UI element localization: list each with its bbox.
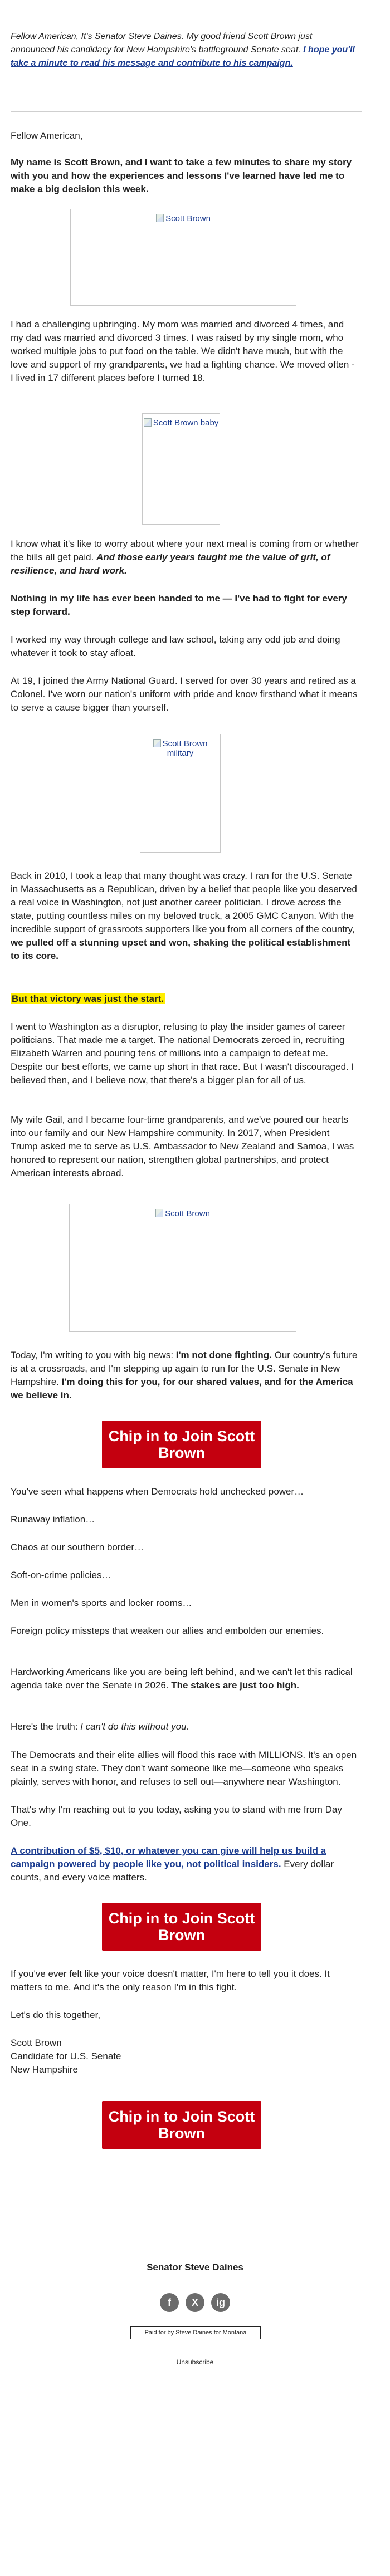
family-image [69,1204,296,1332]
paragraph-crime: Soft-on-crime policies… [11,1570,111,1580]
baby-image-alt: Scott Brown baby [153,418,219,428]
contribution-link[interactable]: A contribution of $5, $10, or whatever you can give will help us build a campaign powered by people like you, not political insiders. [11,1845,326,1869]
paragraph-reaching: That's why I'm reaching out to you today, asking you to stand with me from Day One. [11,1804,342,1828]
paragraph-truth [11,1720,359,1733]
paragraph-nothing-handed: Nothing in my life has ever been handed to me — I've had to fight for every step forward. [11,593,347,617]
hardworking-emphasis: The stakes are just too high. [171,1680,299,1691]
paragraph-contribution [11,1844,359,1884]
today-text-2: Our country's future is at a crossroads, and I'm stepping up again to run for the U.S. Senate in New Hampshire. [11,1350,358,1387]
paragraph-border: Chaos at our southern border… [11,1542,144,1553]
paragraph-washington: I went to Washington as a disruptor, refusing to play the insider games of career politicians. That made me a target. The national Democrats zeroed in, recruiting Elizabeth Warren and pouring tens of millions into a campaign to defeat me. Despite our best efforts, we came up short in that race. But I wasn't discouraged. I believed then, and I believe now, that there's a bigger plan for all of us. [11,1021,354,1085]
social-links [150,2293,240,2312]
footer-sender: Senator Steve Daines [147,2262,243,2273]
worry-text: I know what it's like to worry about where your next meal is coming from or whether the bills all get paid. [11,538,359,562]
paragraph-ever-felt: If you've ever felt like your voice doesn't matter, I'm here to tell you it does. It matters to me. And it's the only reason I'm in this fight. [11,1968,330,1992]
broken-image-icon [144,418,152,427]
paragraph-inflation: Runaway inflation… [11,1514,95,1525]
intro-text: Fellow American, It's Senator Steve Daines. My good friend Scott Brown just announced his candidacy for New Hampshire's battleground Senate seat. [11,32,313,55]
leap-emphasis: we pulled off a stunning upset and won, shaking the political establishment to its core. [11,937,351,961]
leap-text: Back in 2010, I took a leap that many thought was crazy. I ran for the U.S. Senate in Massachusetts as a Republican, driven by a belief that people like you deserved a real voice in Washington, not just another career politician. I drove across the state, putting countless miles on my beloved truck, a 2005 GMC Canyon. With the incredible support of grassroots supporters like you from all corners of the country, [11,870,357,934]
salutation: Fellow American, [11,130,83,141]
signature-state: New Hampshire [11,2064,78,2075]
x-icon[interactable]: X [186,2293,204,2312]
today-text-1: Today, I'm writing to you with big news: [11,1350,176,1360]
paragraph-worry [11,537,359,577]
military-image [140,734,221,853]
signature-title: Candidate for U.S. Senate [11,2051,121,2061]
hardworking-text: Hardworking Americans like you are being left behind, and we can't let this radical agenda take over the Senate in 2026. [11,1667,353,1691]
paragraph-lets-do: Let's do this together, [11,2010,101,2020]
baby-image [142,413,220,525]
paragraph-upbringing: I had a challenging upbringing. My mom was married and divorced 4 times, and my dad was married and divorced 3 times. I was raised by my single mom, who worked multiple jobs to put food on the table. We didn't have much, but with the love and support of my grandparents, we had a fighting chance. We moved often - I lived in 17 different places before I turned 18. [11,319,355,383]
paragraph-millions: The Democrats and their elite allies will flood this race with MILLIONS. It's an open seat in a swing state. They don't want someone like me—someone who speaks plainly, serves with honor, and refuses to sell out—anywhere near Washington. [11,1750,357,1787]
broken-image-icon [156,214,164,222]
paragraph-foreign: Foreign policy missteps that weaken our allies and embolden our enemies. [11,1625,324,1636]
today-emphasis-1: I'm not done fighting. [176,1350,272,1360]
chip-in-button[interactable]: Chip in to Join Scott Brown [102,2101,261,2149]
divider [11,111,362,112]
signature [11,2036,359,2077]
instagram-icon[interactable]: ig [211,2293,230,2312]
paid-for-disclaimer: Paid for by Steve Daines for Montana [130,2326,261,2339]
broken-image-icon [155,1209,163,1217]
hero-image [70,209,296,306]
paragraph-hardworking [11,1666,359,1692]
paragraph-family: My wife Gail, and I became four-time grandparents, and we've poured our hearts into our family and our New Hampshire community. In 2017, when President Trump asked me to serve as U.S. Ambassador to New Zealand and Samoa, I was honored to represent our nation, strengthen global partnerships, and protect American interests abroad. [11,1114,354,1178]
intro-message [11,30,356,70]
paragraph-sports: Men in women's sports and locker rooms… [11,1598,192,1608]
hero-image-alt: Scott Brown [165,214,211,223]
military-image-alt: Scott Brown military [162,739,208,758]
paragraph-victory [11,992,359,1006]
today-emphasis-2: I'm doing this for you, for our shared values, and for the America we believe in. [11,1377,353,1400]
truth-emphasis: I can't do this without you. [80,1721,189,1732]
paragraph-college: I worked my way through college and law school, taking any odd job and doing whatever it took to stay afloat. [11,634,340,658]
truth-text: Here's the truth: [11,1721,81,1732]
victory-highlight: But that victory was just the start. [12,993,164,1004]
worry-emphasis: And those early years taught me the value of grit, of resilience, and hard work. [11,552,330,576]
contribution-text: Every dollar counts, and every voice matters. [11,1859,334,1883]
chip-in-button[interactable]: Chip in to Join Scott Brown [102,1903,261,1951]
family-image-alt: Scott Brown [165,1209,210,1218]
chip-in-button[interactable]: Chip in to Join Scott Brown [102,1421,261,1468]
signature-name: Scott Brown [11,2038,62,2048]
unsubscribe-link[interactable]: Unsubscribe [176,2358,214,2366]
facebook-icon[interactable]: f [160,2293,179,2312]
paragraph-leap [11,869,359,963]
intro-link[interactable]: I hope you'll take a minute to read his message and contribute to his campaign. [11,45,355,68]
paragraph-today [11,1349,359,1402]
paragraph-seen: You've seen what happens when Democrats hold unchecked power… [11,1486,304,1497]
paragraph-guard: At 19, I joined the Army National Guard. I served for over 30 years and retired as a Colonel. I've worn our nation's uniform with pride and know firsthand what it means to serve a cause bigger than yourself. [11,675,358,713]
opening-paragraph: My name is Scott Brown, and I want to take a few minutes to share my story with you and how the experiences and lessons I've learned have led me to make a big decision this week. [11,157,352,194]
broken-image-icon [153,739,161,747]
